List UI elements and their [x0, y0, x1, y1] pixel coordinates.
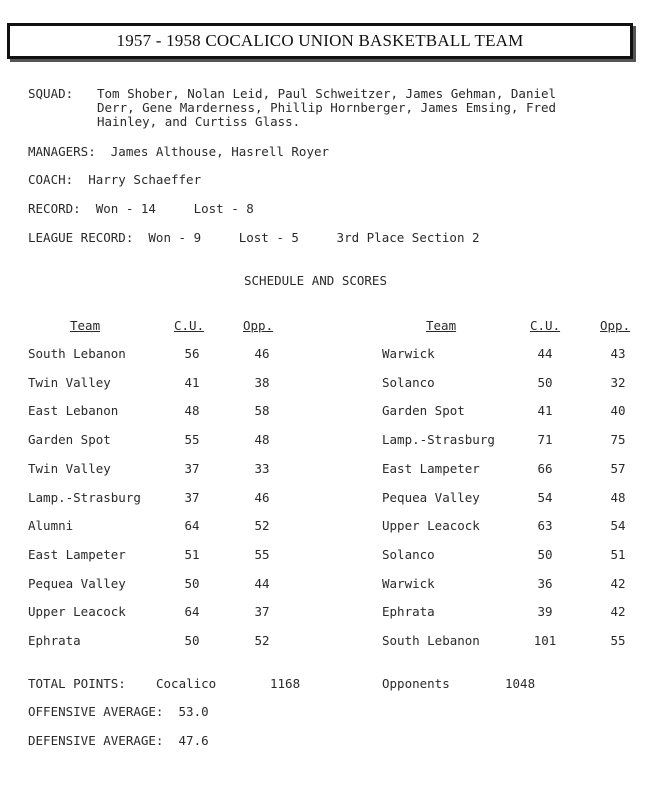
right-cu-score: 101 — [533, 633, 557, 648]
left-team-name: Garden Spot — [28, 432, 111, 448]
left-opp-header: Opp. — [243, 318, 274, 333]
right-opp-header: Opp. — [600, 318, 631, 333]
squad-line: Hainley, and Curtiss Glass. — [97, 114, 301, 129]
left-opp-score: 37 — [254, 604, 270, 620]
right-cu-score: 54 — [537, 489, 553, 505]
right-opp-score: 43 — [610, 346, 626, 361]
right-team-name: Solanco — [382, 374, 435, 390]
right-team-name: Garden Spot — [382, 403, 465, 419]
right-cu-score: 36 — [537, 575, 553, 591]
left-team-name: South Lebanon — [28, 346, 126, 361]
left-team-name: Pequea Valley — [28, 575, 126, 591]
right-opp-score: 42 — [610, 575, 626, 591]
left-cu-score: 51 — [184, 546, 200, 562]
right-team-name: Warwick — [382, 346, 435, 361]
left-opp-score: 44 — [254, 575, 270, 591]
right-opp-score: 40 — [610, 403, 626, 419]
schedule-title: SCHEDULE AND SCORES — [244, 273, 387, 288]
opponents-total: 1048 — [505, 676, 536, 691]
managers-line: MANAGERS: James Althouse, Hasrell Royer — [28, 144, 330, 159]
left-team-name: Lamp.-Strasburg — [28, 489, 141, 505]
right-team-name: Pequea Valley — [382, 489, 480, 505]
right-cu-score: 44 — [537, 346, 553, 361]
left-opp-score: 58 — [254, 403, 270, 419]
left-opp-score: 46 — [254, 489, 270, 505]
squad-list — [97, 87, 637, 129]
squad-line: Derr, Gene Marderness, Phillip Hornberger, James Emsing, Fred — [97, 100, 557, 115]
offensive-average-line: OFFENSIVE AVERAGE: 53.0 — [28, 704, 209, 719]
left-opp-score: 46 — [254, 346, 270, 361]
right-opp-score: 54 — [610, 518, 626, 534]
left-opp-score: 52 — [254, 518, 270, 534]
right-cu-header: C.U. — [530, 318, 561, 333]
right-team-name: Ephrata — [382, 604, 435, 620]
total-points-label: TOTAL POINTS: — [28, 676, 126, 691]
right-team-name: Warwick — [382, 575, 435, 591]
left-team-header: Team — [70, 318, 101, 333]
right-team-name: South Lebanon — [382, 633, 480, 648]
left-cu-score: 37 — [184, 460, 200, 476]
left-cu-score: 37 — [184, 489, 200, 505]
left-team-name: Twin Valley — [28, 374, 111, 390]
right-team-name: East Lampeter — [382, 460, 480, 476]
left-opp-score: 38 — [254, 374, 270, 390]
page-title: 1957 - 1958 COCALICO UNION BASKETBALL TEAM — [116, 31, 524, 50]
right-cu-score: 66 — [537, 460, 553, 476]
left-cu-score: 56 — [184, 346, 200, 361]
left-cu-score: 50 — [184, 633, 200, 648]
right-cu-score: 63 — [537, 518, 553, 534]
left-cu-score: 48 — [184, 403, 200, 419]
left-cu-score: 64 — [184, 604, 200, 620]
right-opp-score: 48 — [610, 489, 626, 505]
right-team-name: Upper Leacock — [382, 518, 480, 534]
right-cu-score: 50 — [537, 374, 553, 390]
left-team-name: Alumni — [28, 518, 74, 534]
cocalico-label: Cocalico — [156, 676, 217, 691]
left-cu-score: 64 — [184, 518, 200, 534]
left-cu-score: 41 — [184, 374, 200, 390]
left-cu-header: C.U. — [174, 318, 205, 333]
left-team-name: East Lebanon — [28, 403, 119, 419]
right-team-name: Lamp.-Strasburg — [382, 432, 495, 448]
right-opp-score: 51 — [610, 546, 626, 562]
right-cu-score: 71 — [537, 432, 553, 448]
left-team-name: Ephrata — [28, 633, 81, 648]
left-team-name: East Lampeter — [28, 546, 126, 562]
right-cu-score: 41 — [537, 403, 553, 419]
left-opp-score: 52 — [254, 633, 270, 648]
right-team-header: Team — [426, 318, 457, 333]
right-opp-score: 75 — [610, 432, 626, 448]
left-team-name: Upper Leacock — [28, 604, 126, 620]
squad-label: SQUAD: — [28, 86, 74, 101]
league-record-line: LEAGUE RECORD: Won - 9 Lost - 5 3rd Place Section 2 — [28, 230, 480, 245]
left-opp-score: 55 — [254, 546, 270, 562]
left-team-name: Twin Valley — [28, 460, 111, 476]
right-opp-score: 32 — [610, 374, 626, 390]
right-cu-score: 50 — [537, 546, 553, 562]
defensive-average-line: DEFENSIVE AVERAGE: 47.6 — [28, 733, 209, 748]
coach-line: COACH: Harry Schaeffer — [28, 172, 202, 187]
right-opp-score: 42 — [610, 604, 626, 620]
left-cu-score: 55 — [184, 432, 200, 448]
left-cu-score: 50 — [184, 575, 200, 591]
right-opp-score: 57 — [610, 460, 626, 476]
title-box — [7, 23, 633, 59]
right-cu-score: 39 — [537, 604, 553, 620]
left-opp-score: 33 — [254, 460, 270, 476]
record-line: RECORD: Won - 14 Lost - 8 — [28, 201, 254, 216]
opponents-label: Opponents — [382, 676, 450, 691]
right-team-name: Solanco — [382, 546, 435, 562]
cocalico-total: 1168 — [270, 676, 301, 691]
left-opp-score: 48 — [254, 432, 270, 448]
right-opp-score: 55 — [610, 633, 626, 648]
squad-line: Tom Shober, Nolan Leid, Paul Schweitzer, James Gehman, Daniel — [97, 86, 557, 101]
